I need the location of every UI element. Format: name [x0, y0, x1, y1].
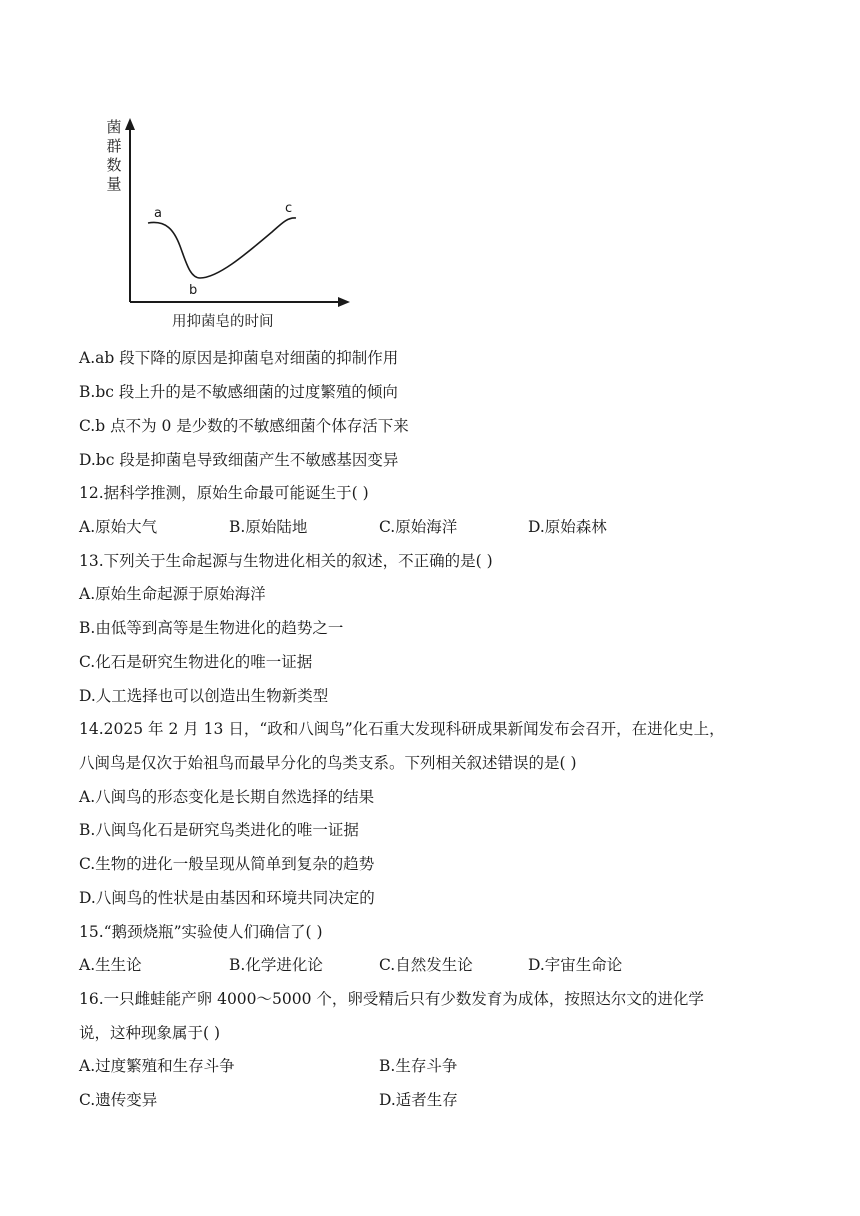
- point-b-label: b: [189, 283, 198, 298]
- q12-option-d: D.原始森林: [528, 518, 607, 536]
- q12-stem: 12.据科学推测，原始生命最可能诞生于( ): [79, 484, 369, 502]
- x-axis-arrow: [338, 297, 350, 307]
- q15-option-d: D.宇宙生命论: [528, 956, 623, 974]
- q11-option-b: B.bc 段上升的是不敏感细菌的过度繁殖的倾向: [79, 383, 398, 401]
- q14-option-b: B.八闽鸟化石是研究鸟类进化的唯一证据: [79, 821, 359, 839]
- q13-option-b: B.由低等到高等是生物进化的趋势之一: [79, 619, 344, 637]
- q12-option-a: A.原始大气: [79, 518, 158, 536]
- q16-stem-line2: 说，这种现象属于( ): [79, 1024, 221, 1042]
- q11-option-c: C.b 点不为 0 是少数的不敏感细菌个体存活下来: [79, 417, 409, 435]
- q16-option-b: B.生存斗争: [379, 1057, 458, 1075]
- y-axis-arrow: [125, 118, 135, 130]
- y-axis-label: 菌群数量: [106, 118, 122, 193]
- x-axis-label: 用抑菌皂的时间: [172, 314, 274, 330]
- q12-option-b: B.原始陆地: [229, 518, 308, 536]
- q16-option-d: D.适者生存: [379, 1091, 458, 1109]
- population-curve: [148, 218, 296, 278]
- q13-stem: 13.下列关于生命起源与生物进化相关的叙述，不正确的是( ): [79, 552, 493, 570]
- q12-option-c: C.原始海洋: [379, 518, 458, 536]
- q16-option-a: A.过度繁殖和生存斗争: [79, 1057, 235, 1075]
- q13-option-a: A.原始生命起源于原始海洋: [79, 585, 266, 603]
- q11-option-d: D.bc 段是抑菌皂导致细菌产生不敏感基因变异: [79, 451, 399, 469]
- q13-option-d: D.人工选择也可以创造出生物新类型: [79, 687, 329, 705]
- q15-option-a: A.生生论: [79, 956, 142, 974]
- point-a-label: a: [154, 206, 162, 221]
- q14-option-a: A.八闽鸟的形态变化是长期自然选择的结果: [79, 788, 375, 806]
- q16-stem-line1: 16.一只雌蛙能产卵 4000～5000 个，卵受精后只有少数发育为成体，按照达尔文的进化学: [79, 990, 704, 1008]
- point-c-label: c: [285, 201, 293, 216]
- graph-axes-and-curve: [96, 112, 366, 337]
- q14-stem-line1: 14.2025 年 2 月 13 日，“政和八闽鸟”化石重大发现科研成果新闻发布会召开，在进化史上，: [79, 720, 725, 738]
- q14-option-c: C.生物的进化一般呈现从简单到复杂的趋势: [79, 855, 375, 873]
- q15-option-b: B.化学进化论: [229, 956, 323, 974]
- q13-option-c: C.化石是研究生物进化的唯一证据: [79, 653, 313, 671]
- q15-option-c: C.自然发生论: [379, 956, 473, 974]
- q15-stem: 15.“鹅颈烧瓶”实验使人们确信了( ): [79, 923, 323, 941]
- q11-option-a: A.ab 段下降的原因是抑菌皂对细菌的抑制作用: [79, 349, 399, 367]
- q14-stem-line2: 八闽鸟是仅次于始祖鸟而最早分化的鸟类支系。下列相关叙述错误的是( ): [79, 754, 577, 772]
- q14-option-d: D.八闽鸟的性状是由基因和环境共同决定的: [79, 889, 375, 907]
- q16-option-c: C.遗传变异: [79, 1091, 158, 1109]
